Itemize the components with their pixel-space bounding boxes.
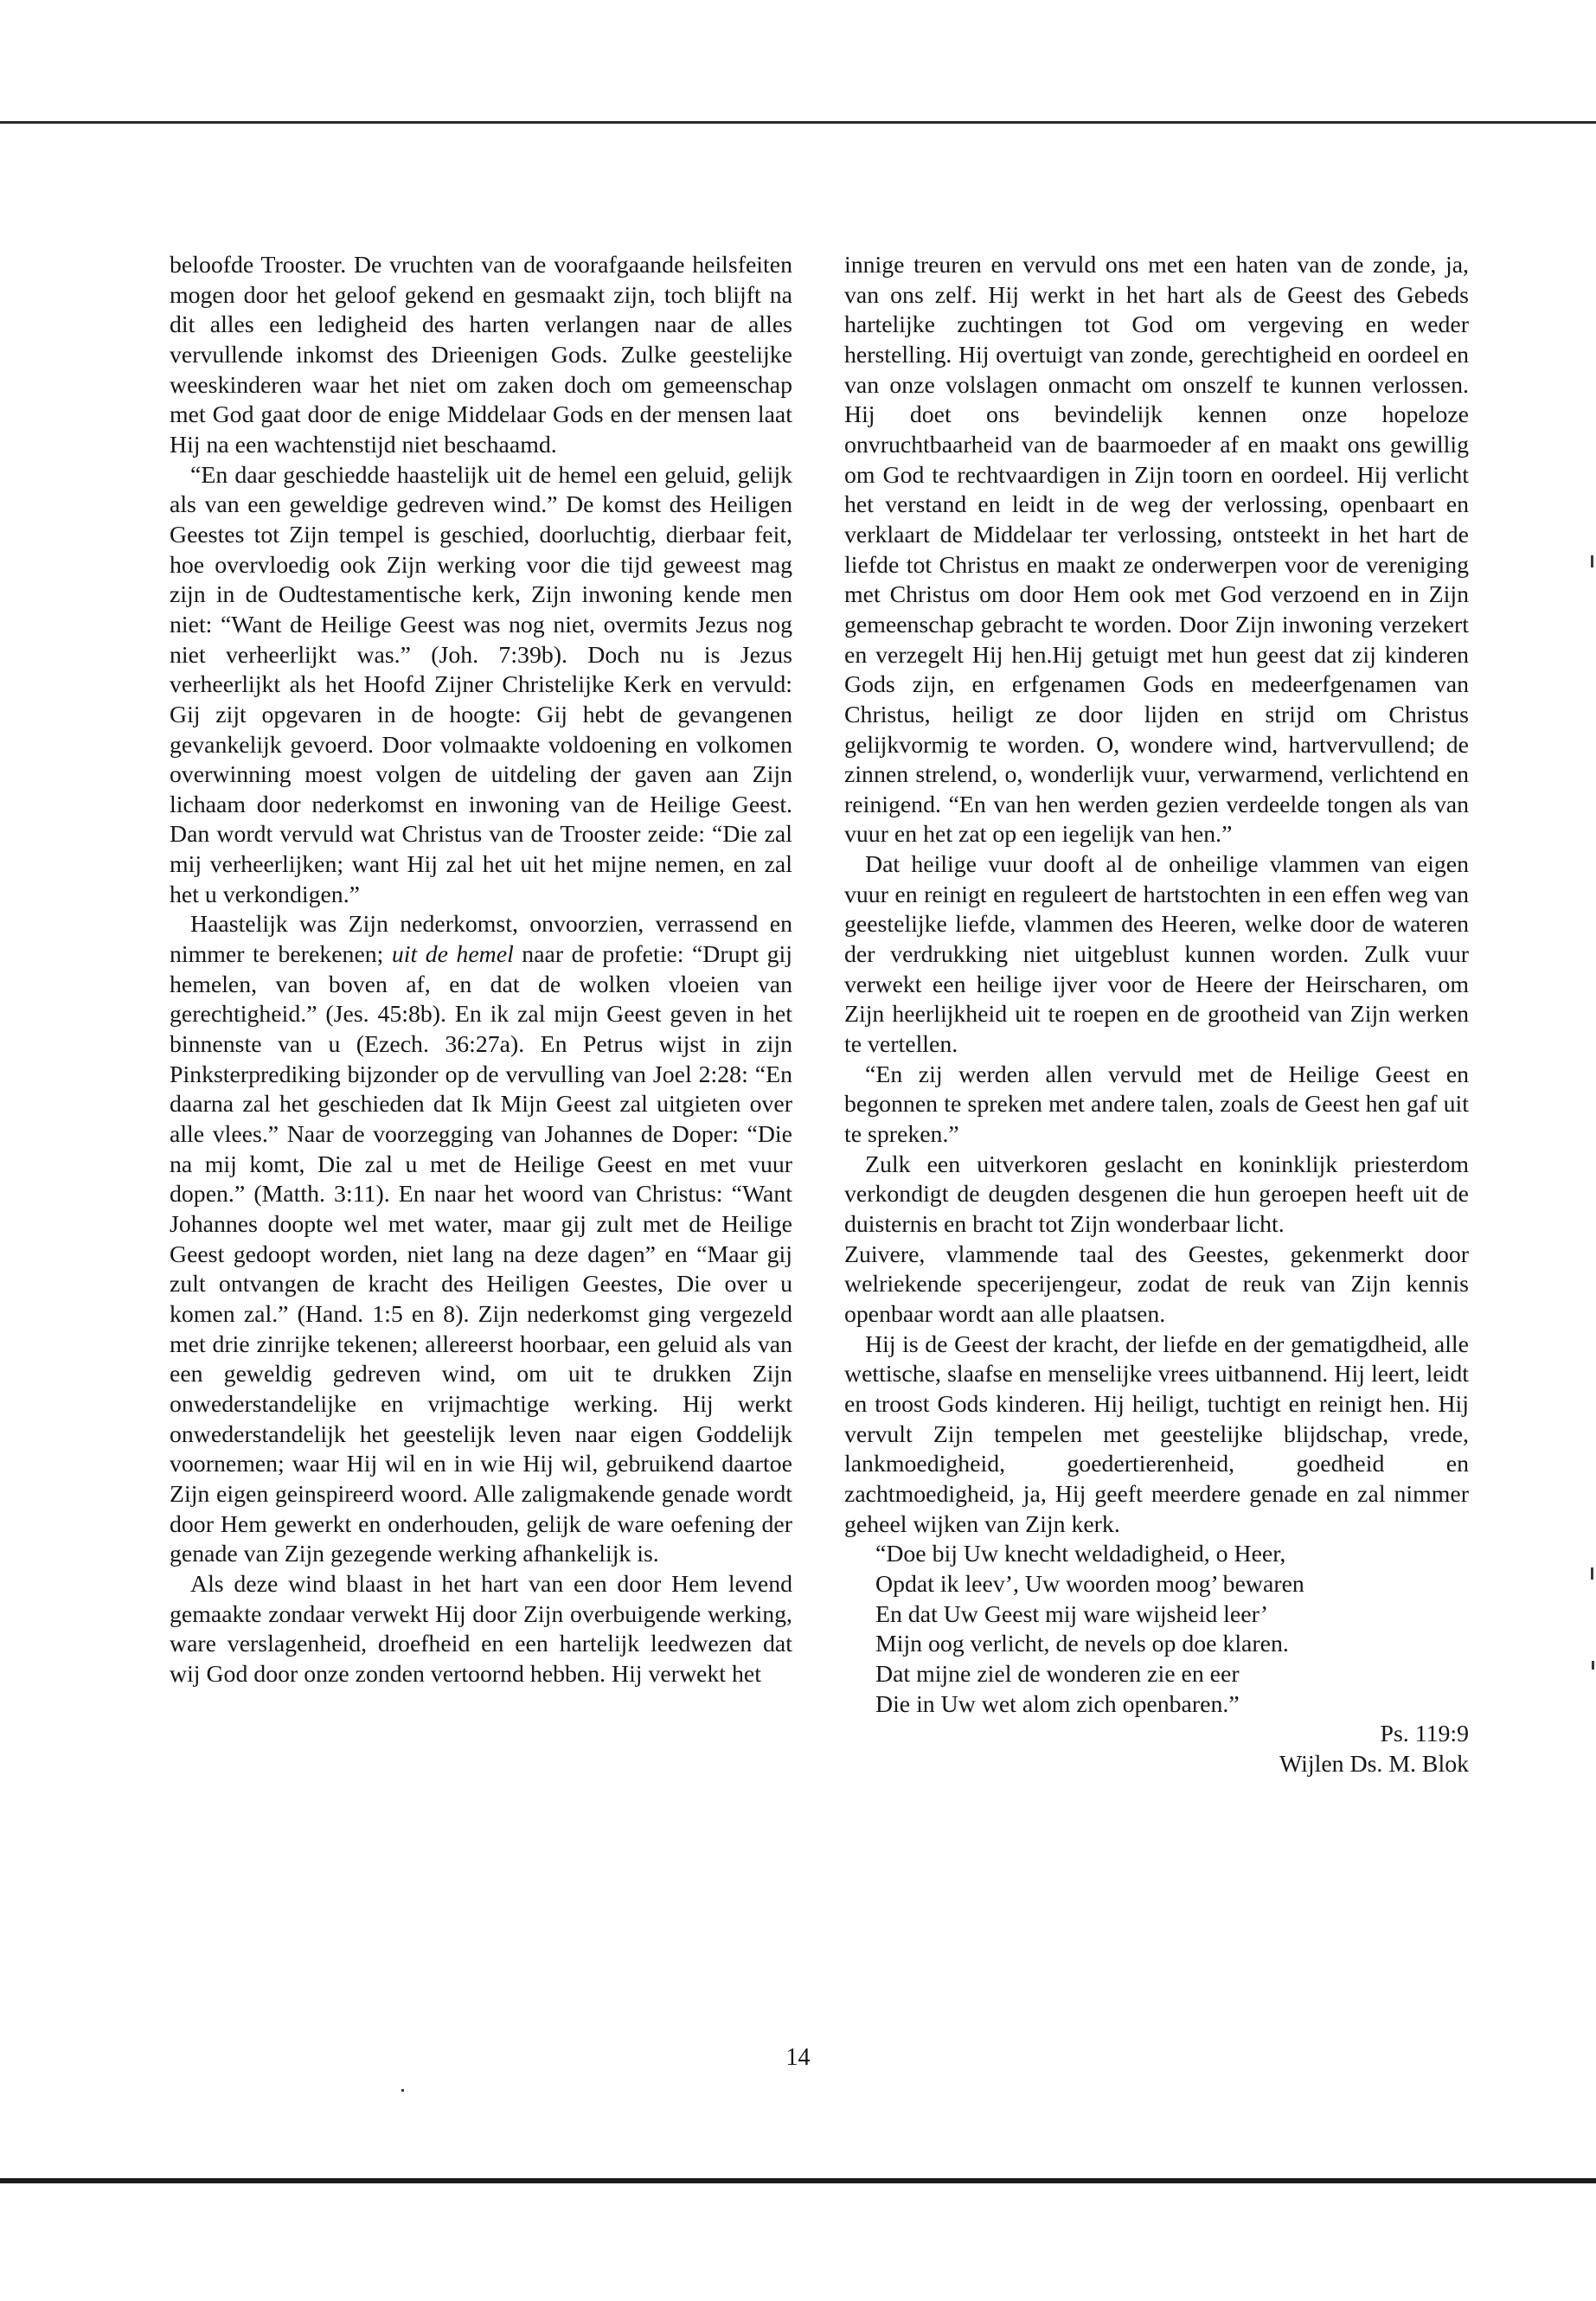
paragraph: Als deze wind blaast in het hart van een door Hem levend gemaakte zondaar verwekt Hij door Zijn overbuigende werking, ware verslagenheid, droefheid en een hartelijk leedwezen dat wij God door onze zonden vertoornd hebben. Hij verwekt het <box>170 1570 792 1688</box>
emphasized-phrase: uit de hemel <box>391 941 514 969</box>
page-number: 14 <box>785 2044 811 2071</box>
scan-speck <box>1591 1567 1593 1580</box>
paragraph <box>170 910 792 1569</box>
left-column <box>170 251 792 1690</box>
poem-line: “Doe bij Uw knecht weldadigheid, o Heer, <box>875 1541 1286 1568</box>
psalm-reference: Ps. 119:9 <box>1380 1721 1469 1748</box>
scan-speck <box>1591 555 1593 567</box>
poem-line: Mijn oog verlicht, de nevels op doe klaren. <box>875 1631 1289 1658</box>
poem-line: En dat Uw Geest mij ware wijsheid leer’ <box>875 1600 1269 1628</box>
scan-speck <box>1592 1661 1594 1670</box>
scan-speck <box>401 2089 404 2092</box>
right-column <box>844 251 1469 1779</box>
paragraph-text: naar de profetie: “Drupt gij hemelen, van boven af, en dat de wolken vloeien van gerechtigheid.” (Jes. 45:8b). En ik zal mijn Geest geven in het binnenste van u (Ezech. 36:27a). En Petrus wijst in zijn Pinksterprediking bijzonder op de vervulling van Joel 2:28: “En daarna zal het geschieden dat Ik Mijn Geest zal uitgieten over alle vlees.” Naar de voorzegging van Johannes de Doper: “Die na mij komt, Die zal u met de Heilige Geest en met vuur dopen.” (Matth. 3:11). En naar het woord van Christus: “Want Johannes doopte wel met water, maar gij zult met de Heilige Geest gedoopt worden, niet lang na deze dagen” en “Maar gij zult ontvangen de kracht des Heiligen Geestes, Die over u komen zal.” (Hand. 1:5 en 8). Zijn nederkomst ging vergezeld met drie zinrijke tekenen; allereerst hoorbaar, een geluid als van een geweldig gedreven wind, om uit te drukken Zijn onwederstandelijke en vrijmachtige werking. Hij werkt onwederstandelijk het geestelijk leven naar eigen Goddelijk voornemen; waar Hij wil en in wie Hij wil, gebruikend daartoe Zijn eigen geinspireerd woord. Alle zaligmakende genade wordt door Hem gewerkt en onderhouden, gelijk de ware oefening der genade van Zijn gezegende werking afhankelijk is. <box>170 941 792 1568</box>
poem-line: Opdat ik leev’, Uw woorden moog’ bewaren <box>875 1570 1304 1598</box>
paragraph: Zuivere, vlammende taal des Geestes, gekenmerkt door welriekende specerijengeur, zodat de reuk van Zijn kennis openbaar wordt aan alle plaatsen. <box>844 1240 1469 1328</box>
paragraph-text: Haastelijk was Zijn nederkomst, onvoorzien, verrassend en nimmer te berekenen; <box>170 911 792 969</box>
paragraph: Hij is de Geest der kracht, der liefde en der gematigdheid, alle wettische, slaafse en menselijke vrees uitbannend. Hij leert, leidt en troost Gods kinderen. Hij heiligt, tuchtigt en reinigt hen. Hij vervult Zijn tempelen met geestelijke blijdschap, vrede, lankmoedigheid, goedertierenheid, goedheid en zachtmoedigheid, ja, Hij geeft meerdere genade en zal nimmer geheel wijken van Zijn kerk. <box>844 1330 1469 1538</box>
paragraph: “En zij werden allen vervuld met de Heilige Geest en begonnen te spreken met andere talen, zoals de Geest hen gaf uit te spreken.” <box>844 1061 1469 1149</box>
paragraph: beloofde Trooster. De vruchten van de voorafgaande heilsfeiten mogen door het geloof gekend en gesmaakt zijn, toch blijft na dit alles een ledigheid des harten verlangen naar de alles vervullende inkomst des Drieenigen Gods. Zulke geestelijke weeskinderen waar het niet om zaken doch om gemeenschap met God gaat door de enige Middelaar Gods en der mensen laat Hij na een wachtenstijd niet beschaamd. <box>170 252 792 458</box>
poem-line: Dat mijne ziel de wonderen zie en eer <box>875 1660 1240 1688</box>
paragraph: Zulk een uitverkoren geslacht en koninklijk priesterdom verkondigt de deugden desgenen die hun geroepen heeft uit de duisternis en bracht tot Zijn wonderbaar licht. <box>844 1150 1469 1238</box>
paragraph: innige treuren en vervuld ons met een haten van de zonde, ja, van ons zelf. Hij werkt in het hart als de Geest des Gebeds hartelijke zuchtingen tot God om vergeving en weder herstelling. Hij overtuigt van zonde, gerechtigheid en oordeel en van onze volslagen onmacht om onszelf te kunnen verlossen. Hij doet ons bevindelijk kennen onze hopeloze onvruchtbaarheid van de baarmoeder af en maakt ons gewillig om God te rechtvaardigen in Zijn toorn en oordeel. Hij verlicht het verstand en leidt in de weg der verlossing, openbaart en verklaart de Middelaar ter verlossing, ontsteekt in het hart de liefde tot Christus en maakt ze onderwerpen voor de vereniging met Christus om door Hem ook met God verzoend en in Zijn gemeenschap gebracht te worden. Door Zijn inwoning verzekert en verzegelt Hij hen.Hij getuigt met hun geest dat zij kinderen Gods zijn, en erfgenamen Gods en medeerfgenamen van Christus, heiligt ze door lijden en strijd om Christus gelijkvormig te worden. O, wondere wind, hartvervullend; de zinnen strelend, o, wonderlijk vuur, verwarmend, verlichtend en reinigend. “En van hen werden gezien verdeelde tongen als van vuur en het zat op een iegelijk van hen.” <box>844 252 1469 849</box>
scan-top-edge-line <box>0 121 1596 124</box>
scan-bottom-margin <box>0 2183 1596 2301</box>
psalm-verse <box>844 1540 1469 1720</box>
paragraph: “En daar geschiedde haastelijk uit de hemel een geluid, gelijk als van een geweldige gedreven wind.” De komst des Heiligen Geestes tot Zijn tempel is geschied, doorluchtig, dierbaar feit, hoe overvloedig ook Zijn werking voor die tijd geweest mag zijn in de Oudtestamentische kerk, Zijn inwoning kende men niet: “Want de Heilige Geest was nog niet, overmits Jezus nog niet verheerlijkt was.” (Joh. 7:39b). Doch nu is Jezus verheerlijkt als het Hoofd Zijner Christelijke Kerk en vervuld: Gij zijt opgevaren in de hoogte: Gij hebt de gevangenen gevankelijk gevoerd. Door volmaakte voldoening en volkomen overwinning moest volgen de uitdeling der gaven aan Zijn lichaam door nederkomst en inwoning van de Heilige Geest. Dan wordt vervuld wat Christus van de Trooster zeide: “Die zal mij verheerlijken; want Hij zal het uit het mijne nemen, en zal het u verkondigen.” <box>170 461 792 908</box>
paragraph: Dat heilige vuur dooft al de onheilige vlammen van eigen vuur en reinigt en reguleert de hartstochten in een effen weg van geestelijke liefde, vlammen des Heeren, welke door de wateren der verdrukking niet uitgeblust kunnen worden. Zulk vuur verwekt een heilige ijver voor de Heere der Heirscharen, om Zijn heerlijkheid uit te roepen en de grootheid van Zijn werken te vertellen. <box>844 851 1469 1059</box>
author-signature: Wijlen Ds. M. Blok <box>1279 1750 1469 1778</box>
scan-top-margin <box>0 0 1596 123</box>
poem-line: Die in Uw wet alom zich openbaren.” <box>875 1690 1240 1718</box>
